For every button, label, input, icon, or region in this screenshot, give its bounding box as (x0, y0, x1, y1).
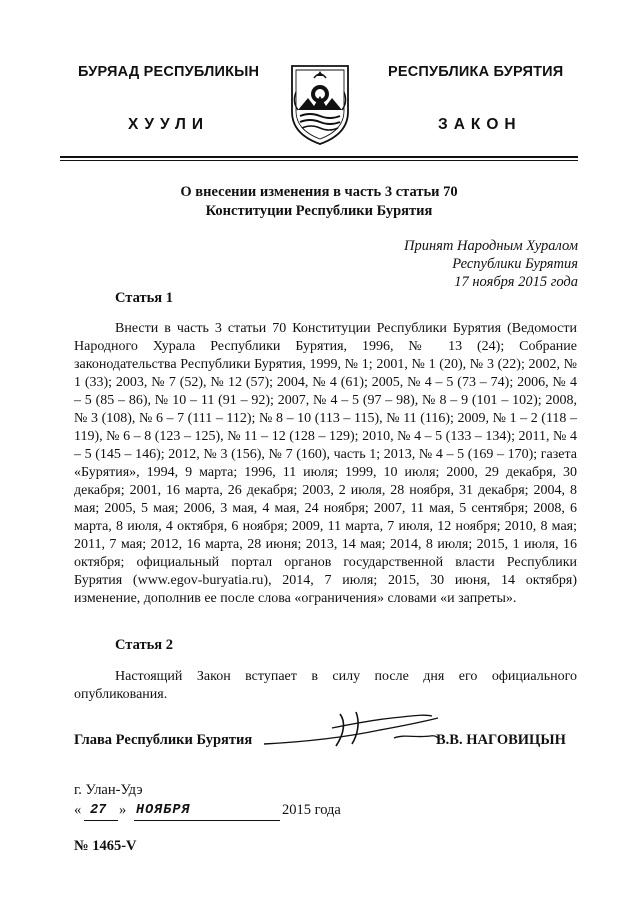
date-quote-close: » (119, 802, 127, 818)
header-right-doc-type: ЗАКОН (438, 116, 522, 133)
adoption-note-line2: Республики Бурятия (452, 256, 578, 272)
date-quote-open: « (74, 802, 82, 818)
handwritten-signature (262, 708, 442, 752)
law-number: № 1465-V (74, 838, 137, 854)
date-line (74, 802, 374, 824)
date-month: НОЯБРЯ (136, 803, 191, 818)
adoption-note (404, 237, 578, 291)
date-day-underline (84, 820, 118, 821)
header-left-title: БУРЯАД РЕСПУБЛИКЫН (78, 64, 260, 80)
date-day: 27 (90, 803, 107, 818)
adoption-note-line3: 17 ноября 2015 года (454, 274, 578, 290)
article2-text: Настоящий Закон вступает в силу после дня его официального опубликования. (74, 669, 577, 702)
article2-heading: Статья 2 (115, 637, 173, 653)
header-left-doc-type: ХУУЛИ (128, 116, 210, 133)
adoption-note-line1: Принят Народным Хуралом (403, 238, 578, 254)
signatory-position: Глава Республики Бурятия (74, 732, 253, 748)
header-rule-thin (60, 160, 578, 161)
signatory-name: В.В. НАГОВИЦЫН (436, 732, 566, 748)
document-title (60, 183, 578, 221)
date-month-underline (134, 820, 280, 821)
article1-heading: Статья 1 (115, 290, 173, 306)
coat-of-arms-emblem (288, 62, 352, 146)
article1-text: Внести в часть 3 статьи 70 Конституции Республики Бурятия (Ведомости Народного Хурала Республики Бурятия, 1996, № 13 (24); Собрание законодательства Республики Бурятия, 1999, № 1; 2001, № 1 (20), № 3 (22); 2002, № 1 (33); 2003, № 7 (52), № 12 (57); 2004, № 4 (61); 2005, № 4 – 5 (73 – 74); 2006, № 4 – 5 (85 – 86), № 10 – 11 (91 – 92); 2007, № 4 – 5 (97 – 98), № 8 – 9 (101 – 102); 2008, № 3 (108), № 6 – 7 (111 – 112); № 8 – 10 (113 – 115), № 11 (116); 2009, № 1 – 2 (118 – 119), № 6 – 8 (123 – 125), № 11 – 12 (128 – 129); 2010, № 4 – 5 (133 – 134); 2011, № 4 – 5 (145 – 146); 2012, № 3 (156), № 7 (160), часть 1; 2013, № 4 – 5 (169 – 170); газета «Бурятия», 1994, 9 марта; 1996, 11 июля; 1999, 10 июля; 2000, 29 декабря, 30 декабря; 2001, 16 марта, 26 декабря; 2003, 2 июля, 28 ноября, 31 декабря; 2004, 8 мая; 2005, 5 мая; 2006, 3 мая, 4 мая, 24 ноября; 2007, 11 мая, 5 сентября; 2008, 6 марта, 8 июля, 4 октября, 6 ноября; 2009, 11 марта, 7 июля, 12 ноября; 2010, 8 мая; 2011, 7 мая; 2012, 16 марта, 28 июня; 2013, 14 мая; 2014, 8 июля; 2015, 1 июля, 16 октября; официальный портал органов государственной власти Республики Бурятия (www.egov-buryatia.ru), 2014, 7 июля; 2015, 30 июня, 14 октября) изменение, дополнив ее после слова «ограничения» словами «и запреты». (74, 321, 577, 606)
header-right-title: РЕСПУБЛИКА БУРЯТИЯ (388, 64, 564, 80)
document-title-line1: О внесении изменения в часть 3 статьи 70 (180, 184, 458, 200)
header-rule-thick (60, 156, 578, 158)
document-title-line2: Конституции Республики Бурятия (205, 203, 433, 219)
city: г. Улан-Удэ (74, 782, 143, 798)
date-year: 2015 года (282, 802, 341, 818)
